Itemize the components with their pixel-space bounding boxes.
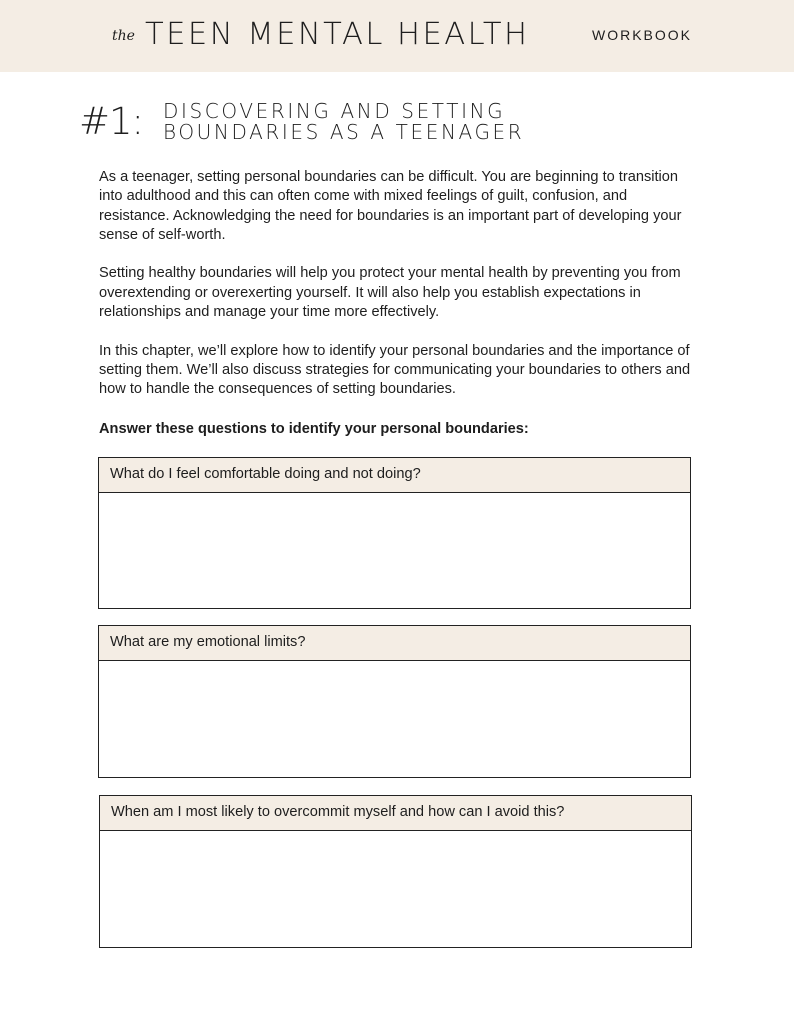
paragraph: As a teenager, setting personal boundaries can be difficult. You are beginning to transition into adulthood and this can often come with mixed feelings of guilt, confusion, and resistance. Acknowledging the need for boundaries is an important part of developing your sense of self-worth. <box>99 169 682 243</box>
questions-prompt: Answer these questions to identify your personal boundaries: <box>99 421 529 437</box>
chapter-title-line2: BOUNDARIES AS A TEENAGER <box>163 120 525 144</box>
answer-field-1[interactable] <box>99 493 690 608</box>
workbook-header <box>0 0 794 72</box>
question-label: What do I feel comfortable doing and not doing? <box>99 458 690 493</box>
header-prefix: the <box>112 28 135 44</box>
header-title: TEEN MENTAL HEALTH <box>145 17 530 52</box>
question-box-3 <box>99 795 692 948</box>
chapter-title <box>163 101 524 143</box>
paragraph: Setting healthy boundaries will help you protect your mental health by preventing you from overextending or overexerting yourself. It will also help you establish expectations in relationships and manage your time more effectively. <box>99 265 681 321</box>
answer-field-3[interactable] <box>100 831 691 947</box>
answer-field-2[interactable] <box>99 661 690 777</box>
question-label: When am I most likely to overcommit myself and how can I avoid this? <box>100 796 691 831</box>
header-suffix: WORKBOOK <box>592 27 693 43</box>
chapter-title-line1: DISCOVERING AND SETTING <box>163 99 506 123</box>
question-box-2 <box>98 625 691 778</box>
chapter-number: #1: <box>79 100 144 143</box>
question-box-1 <box>98 457 691 609</box>
paragraph: In this chapter, we’ll explore how to identify your personal boundaries and the importance of setting them. We’ll also discuss strategies for communicating your boundaries to others and how to handle the consequences of setting boundaries. <box>99 342 691 398</box>
question-label: What are my emotional limits? <box>99 626 690 661</box>
intro-text <box>99 168 699 419</box>
